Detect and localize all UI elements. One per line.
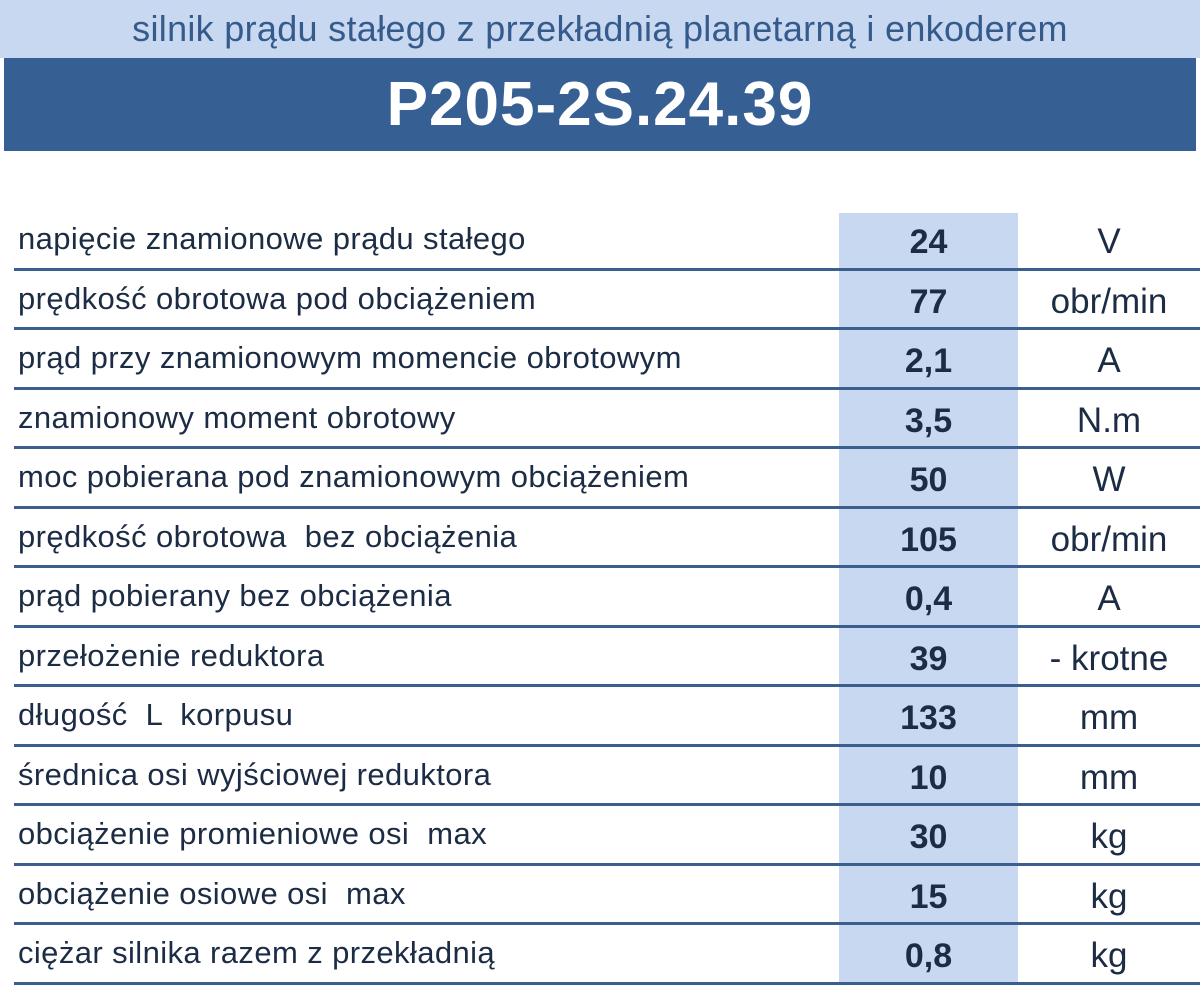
spec-label: długość L korpusu <box>18 697 294 732</box>
spec-label: prąd pobierany bez obciążenia <box>18 578 452 613</box>
spec-value: 10 <box>909 758 948 797</box>
spec-value: 105 <box>900 520 957 559</box>
spec-table <box>14 211 1200 985</box>
spec-label: prędkość obrotowa bez obciążenia <box>18 518 518 554</box>
spec-label: obciążenie promieniowe osi max <box>18 816 488 851</box>
spec-value: 77 <box>909 282 948 321</box>
spec-row <box>14 747 1200 807</box>
spec-row <box>14 568 1200 628</box>
spec-value: 39 <box>909 639 948 678</box>
spec-value: 133 <box>900 699 957 737</box>
spec-unit: W <box>1092 460 1126 499</box>
spec-row <box>14 687 1200 747</box>
spec-unit: obr/min <box>1050 519 1168 559</box>
spec-row <box>14 806 1200 866</box>
spec-row <box>14 925 1200 985</box>
spec-unit: V <box>1097 222 1121 261</box>
spec-label: znamionowy moment obrotowy <box>18 399 456 435</box>
spec-row <box>14 271 1200 331</box>
spec-unit: kg <box>1090 817 1128 856</box>
spec-label: napięcie znamionowe prądu stałego <box>18 221 526 256</box>
spec-row <box>14 509 1200 569</box>
spec-unit: - krotne <box>1049 638 1169 678</box>
spec-value: 0,4 <box>904 580 953 618</box>
spec-value: 2,1 <box>904 342 953 380</box>
spec-row <box>14 390 1200 450</box>
spec-row <box>14 866 1200 926</box>
spec-label: średnica osi wyjściowej reduktora <box>18 756 492 792</box>
spec-unit: mm <box>1079 757 1139 797</box>
spec-unit: A <box>1097 341 1121 380</box>
spec-label: obciążenie osiowe osi max <box>18 875 406 911</box>
product-subtitle: silnik prądu stałego z przekładnią planetarną i enkoderem <box>132 8 1068 49</box>
spec-unit: kg <box>1090 936 1128 975</box>
spec-label: prąd przy znamionowym momencie obrotowym <box>18 340 682 375</box>
spec-label: moc pobierana pod znamionowym obciążeniem <box>18 459 690 494</box>
spec-unit: mm <box>1079 698 1139 737</box>
spec-unit: N.m <box>1076 400 1142 440</box>
spec-value: 15 <box>909 877 948 916</box>
spec-unit: A <box>1097 579 1121 618</box>
spec-unit: obr/min <box>1050 281 1168 321</box>
model-number: P205-2S.24.39 <box>386 70 814 139</box>
spec-label: ciężar silnika razem z przekładnią <box>18 935 496 970</box>
spec-label: przełożenie reduktora <box>18 637 325 673</box>
spec-value: 30 <box>909 818 948 856</box>
spec-row <box>14 211 1200 271</box>
spec-label: prędkość obrotowa pod obciążeniem <box>18 280 537 316</box>
spec-row <box>14 330 1200 390</box>
spec-value: 24 <box>909 223 948 261</box>
spec-row <box>14 628 1200 688</box>
spec-value: 0,8 <box>904 937 953 975</box>
spec-value: 50 <box>909 461 948 499</box>
spec-row <box>14 449 1200 509</box>
spec-unit: kg <box>1090 876 1128 916</box>
spec-value: 3,5 <box>904 401 953 440</box>
